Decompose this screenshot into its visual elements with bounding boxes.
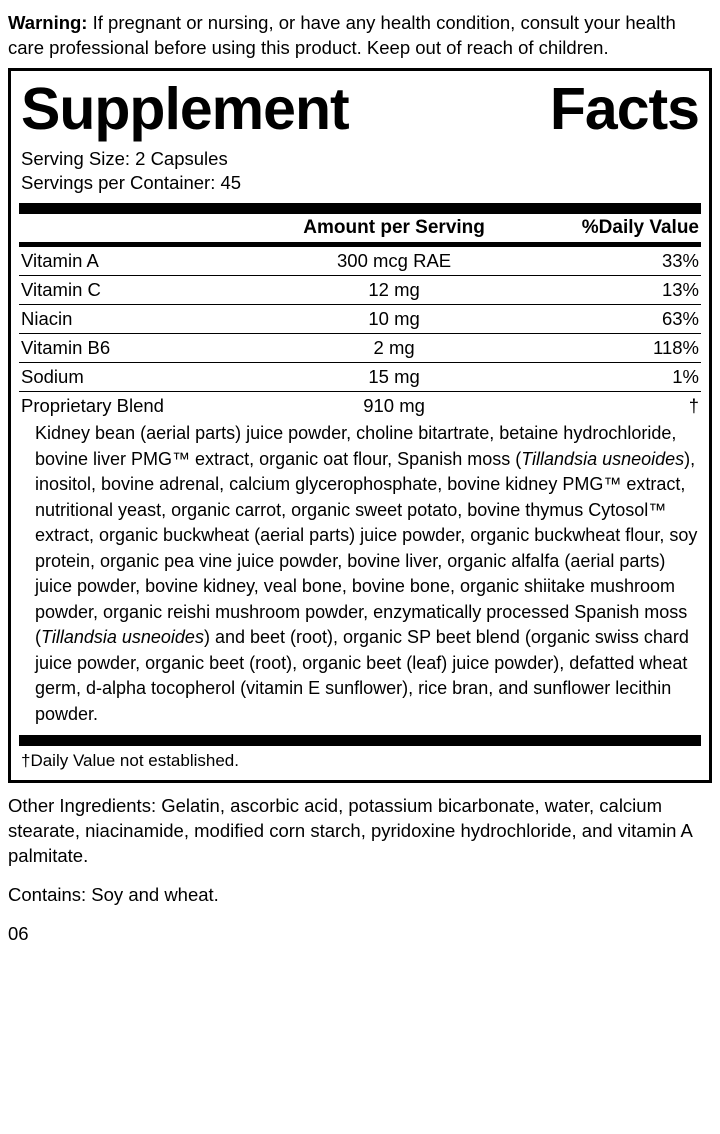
nutrient-amount: 10 mg xyxy=(271,305,517,334)
nutrient-amount: 300 mcg RAE xyxy=(271,247,517,276)
nutrient-amount: 12 mg xyxy=(271,276,517,305)
other-ingredients: Other Ingredients: Gelatin, ascorbic acid, potassium bicarbonate, water, calcium stearate, niacinamide, modified corn starch, pyridoxine hydrochloride, and vitamin A palmitate. xyxy=(8,795,692,867)
nutrient-name: Vitamin A xyxy=(19,247,271,276)
daily-value-note: †Daily Value not established. xyxy=(21,751,239,771)
header-daily-value: %Daily Value xyxy=(581,217,699,239)
header-amount-per-serving: Amount per Serving xyxy=(303,217,485,239)
table-row xyxy=(19,363,701,392)
title-word-supplement: Supplement xyxy=(21,76,349,142)
nutrient-name: Vitamin C xyxy=(19,276,271,305)
rule-thick-top xyxy=(19,203,701,214)
nutrient-amount: 2 mg xyxy=(271,334,517,363)
facts-header-row xyxy=(19,214,701,242)
nutrient-table xyxy=(19,247,701,420)
table-row xyxy=(19,305,701,334)
serving-size: Serving Size: 2 Capsules xyxy=(21,148,228,170)
nutrient-amount: 15 mg xyxy=(271,363,517,392)
nutrient-dv: 118% xyxy=(517,334,701,363)
nutrient-dv: 1% xyxy=(517,363,701,392)
nutrient-dv: 63% xyxy=(517,305,701,334)
blend-dv: † xyxy=(688,395,699,417)
warning-text: If pregnant or nursing, or have any health condition, consult your health care professional before using this product. Keep out of reach of children. xyxy=(8,12,676,58)
blend-name: Proprietary Blend xyxy=(21,395,164,417)
nutrient-name: Sodium xyxy=(19,363,271,392)
label-code: 06 xyxy=(8,923,29,945)
nutrient-dv: 33% xyxy=(517,247,701,276)
supplement-facts-title xyxy=(19,77,701,145)
proprietary-blend-row xyxy=(19,392,701,421)
table-row xyxy=(19,334,701,363)
serving-info xyxy=(19,145,701,201)
warning-label: Warning: xyxy=(8,12,88,33)
header-blank xyxy=(19,214,271,242)
nutrient-name: Niacin xyxy=(19,305,271,334)
table-row xyxy=(19,247,701,276)
blend-ingredients: Kidney bean (aerial parts) juice powder, choline bitartrate, betaine hydrochloride, bovine liver PMG™ extract, organic oat flour, Spanish moss (Tillandsia usneoides), inositol, bovine adrenal, calcium glycerophosphate, bovine kidney PMG™ extract, nutritional yeast, organic carrot, organic sweet potato, bovine thymus Cytosol™ extract, organic buckwheat (aerial parts) juice powder, organic buckwheat flour, soy protein, organic pea vine juice powder, bovine liver, organic alfalfa (aerial parts) juice powder, bovine kidney, veal bone, bovine bone, organic shiitake mushroom powder, organic reishi mushroom powder, enzymatically processed Spanish moss (Tillandsia usneoides) and beet (root), organic SP beet blend (organic swiss chard juice powder, organic beet (root), organic beet (leaf) juice powder), defatted wheat germ, d-alpha tocopherol (vitamin E sunflower), rice bran, and sunflower lecithin powder. xyxy=(35,423,698,724)
servings-per-container: Servings per Container: 45 xyxy=(21,172,242,194)
title-word-facts: Facts xyxy=(549,76,699,142)
warning-block xyxy=(8,0,712,68)
blend-amount: 910 mg xyxy=(363,395,425,417)
facts-table xyxy=(19,214,701,242)
nutrient-name: Vitamin B6 xyxy=(19,334,271,363)
nutrient-dv: 13% xyxy=(517,276,701,305)
contains-statement: Contains: Soy and wheat. xyxy=(8,884,219,906)
table-row xyxy=(19,276,701,305)
rule-thick-bottom xyxy=(19,735,701,746)
supplement-facts-panel xyxy=(8,68,712,783)
